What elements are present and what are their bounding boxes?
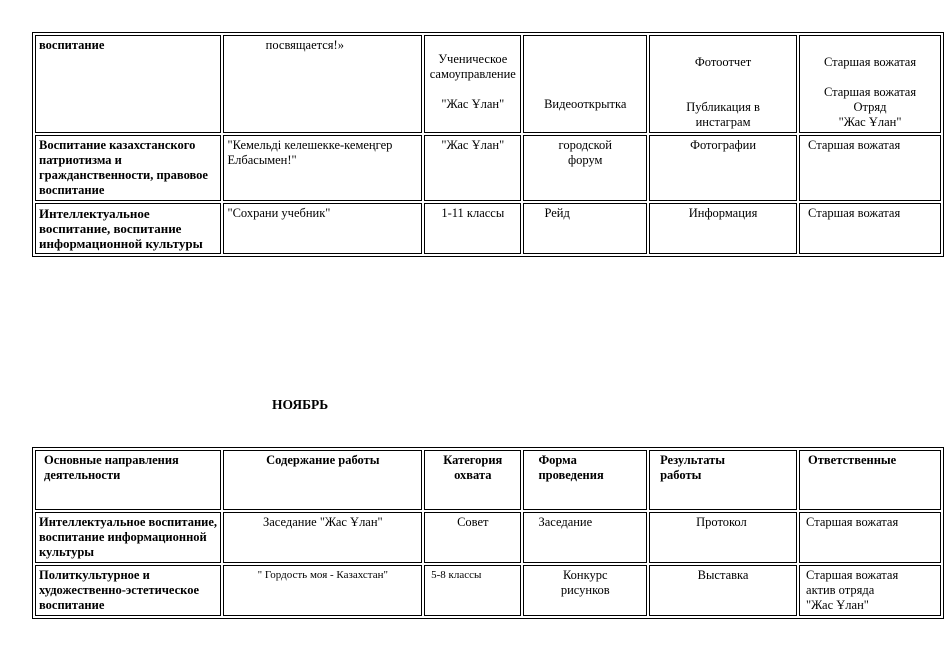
content-cell: " Гордость моя - Казахстан" [223, 565, 422, 616]
category-cell: 1-11 классы [424, 203, 521, 254]
activities-table-october [32, 32, 944, 257]
header-responsible: Ответственные [799, 450, 941, 510]
responsible-cell: Старшая вожатая [799, 512, 941, 563]
content-cell: "Кемельді келешекке-кемеңгер Елбасымен!" [223, 135, 422, 201]
table-header-row [35, 450, 941, 510]
category-cell: Ученическое самоуправление "Жас Ұлан" [424, 35, 521, 133]
direction-cell: Политкультурное и художественно-эстетическое воспитание [35, 565, 221, 616]
form-cell: Конкурс рисунков [523, 565, 647, 616]
table-row [35, 203, 941, 254]
responsible-cell: Старшая вожатая Старшая вожатая Отряд "Жас Ұлан" [799, 35, 941, 133]
content-cell: посвящается!» [223, 35, 422, 133]
direction-cell: Интеллектуальное воспитание, воспитание информационной культуры [35, 203, 221, 254]
direction-cell: Воспитание казахстанского патриотизма и гражданственности, правовое воспитание [35, 135, 221, 201]
activities-table-november [32, 447, 944, 619]
results-cell: Информация [649, 203, 797, 254]
results-cell: Выставка [649, 565, 797, 616]
header-form: Форма проведения [523, 450, 647, 510]
form-cell: Заседание [523, 512, 647, 563]
responsible-cell: Старшая вожатая [799, 135, 941, 201]
table-row [35, 135, 941, 201]
category-cell: 5-8 классы [424, 565, 521, 616]
direction-cell: Интеллектуальное воспитание, воспитание информационной культуры [35, 512, 221, 563]
form-cell: Рейд [523, 203, 647, 254]
content-cell: "Сохрани учебник" [223, 203, 422, 254]
form-cell: Видеооткрытка [523, 35, 647, 133]
header-content: Содержание работы [223, 450, 422, 510]
responsible-cell: Старшая вожатая [799, 203, 941, 254]
month-title: НОЯБРЬ [272, 397, 329, 412]
header-results: Результаты работы [649, 450, 797, 510]
table-row [35, 512, 941, 563]
header-category: Категория охвата [424, 450, 521, 510]
table-row [35, 35, 941, 133]
category-cell: "Жас Ұлан" [424, 135, 521, 201]
header-direction: Основные направления деятельности [35, 450, 221, 510]
responsible-cell: Старшая вожатая актив отряда "Жас Ұлан" [799, 565, 941, 616]
results-cell: Фотографии [649, 135, 797, 201]
results-cell: Протокол [649, 512, 797, 563]
content-cell: Заседание "Жас Ұлан" [223, 512, 422, 563]
table-row [35, 565, 941, 616]
results-cell: Фотоотчет Публикация в инстаграм [649, 35, 797, 133]
category-cell: Совет [424, 512, 521, 563]
form-cell: городской форум [523, 135, 647, 201]
direction-cell: воспитание [35, 35, 221, 133]
